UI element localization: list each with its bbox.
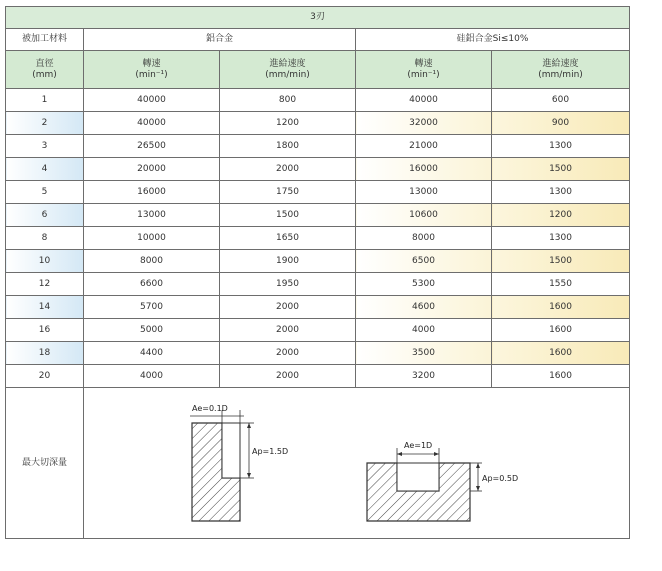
si-rpm-cell: 21000 [356, 135, 492, 158]
diameter-header [6, 51, 84, 89]
al-rpm-header-unit: (min⁻¹) [135, 69, 168, 80]
diameter-cell: 16 [6, 319, 84, 342]
table-row [6, 342, 630, 365]
slot-milling-diagram [367, 441, 518, 521]
silicon-aluminum-header: 硅鋁合金Si≤10% [356, 29, 630, 51]
al-rpm-cell: 26500 [84, 135, 220, 158]
table-row [6, 296, 630, 319]
si-rpm-header [356, 51, 492, 89]
si-feed-header-label: 進給速度 [542, 58, 579, 69]
si-feed-cell: 1500 [492, 158, 630, 181]
al-feed-cell: 1800 [220, 135, 356, 158]
si-feed-cell: 1600 [492, 296, 630, 319]
table-row [6, 181, 630, 204]
si-feed-cell: 600 [492, 89, 630, 112]
al-feed-cell: 1950 [220, 273, 356, 296]
si-rpm-cell: 32000 [356, 112, 492, 135]
slot-milling-cut [397, 463, 439, 491]
al-rpm-cell: 40000 [84, 89, 220, 112]
side-milling-diagram [190, 404, 288, 521]
al-feed-cell: 1750 [220, 181, 356, 204]
si-feed-cell: 1550 [492, 273, 630, 296]
si-rpm-cell: 3200 [356, 365, 492, 388]
si-rpm-cell: 5300 [356, 273, 492, 296]
al-rpm-cell: 5700 [84, 296, 220, 319]
table-row [6, 250, 630, 273]
al-feed-cell: 1900 [220, 250, 356, 273]
al-rpm-cell: 4400 [84, 342, 220, 365]
si-rpm-cell: 10600 [356, 204, 492, 227]
diameter-cell: 18 [6, 342, 84, 365]
al-feed-cell: 1500 [220, 204, 356, 227]
al-feed-cell: 2000 [220, 319, 356, 342]
diameter-cell: 10 [6, 250, 84, 273]
si-rpm-cell: 6500 [356, 250, 492, 273]
si-feed-cell: 1200 [492, 204, 630, 227]
material-label: 被加工材料 [6, 29, 84, 51]
si-rpm-cell: 3500 [356, 342, 492, 365]
table-row [6, 204, 630, 227]
al-rpm-cell: 40000 [84, 112, 220, 135]
al-rpm-cell: 10000 [84, 227, 220, 250]
si-rpm-header-unit: (min⁻¹) [407, 69, 440, 80]
diameter-cell: 3 [6, 135, 84, 158]
side-ap-arrow-top [247, 423, 251, 428]
si-rpm-header-label: 轉速 [414, 58, 433, 69]
diameter-cell: 2 [6, 112, 84, 135]
diameter-cell: 1 [6, 89, 84, 112]
side-milling-cut [222, 423, 240, 478]
si-feed-cell: 1600 [492, 342, 630, 365]
al-rpm-cell: 13000 [84, 204, 220, 227]
si-feed-cell: 1500 [492, 250, 630, 273]
al-feed-header-unit: (mm/min) [265, 69, 310, 80]
diameter-cell: 6 [6, 204, 84, 227]
al-rpm-cell: 4000 [84, 365, 220, 388]
diameter-cell: 8 [6, 227, 84, 250]
si-rpm-cell: 8000 [356, 227, 492, 250]
max-depth-label: 最大切深量 [6, 388, 84, 539]
si-feed-cell: 1600 [492, 365, 630, 388]
diameter-cell: 5 [6, 181, 84, 204]
al-rpm-header-label: 轉速 [142, 58, 161, 69]
table-row [6, 319, 630, 342]
cutting-parameters-table [5, 6, 630, 539]
table-row [6, 112, 630, 135]
si-rpm-cell: 40000 [356, 89, 492, 112]
diameter-cell: 12 [6, 273, 84, 296]
al-feed-cell: 1650 [220, 227, 356, 250]
si-feed-header [492, 51, 630, 89]
si-rpm-cell: 13000 [356, 181, 492, 204]
al-feed-header [220, 51, 356, 89]
table-row [6, 365, 630, 388]
slot-ap-label: Ap=0.5D [482, 474, 519, 483]
si-feed-cell: 1300 [492, 181, 630, 204]
al-feed-cell: 800 [220, 89, 356, 112]
al-feed-cell: 2000 [220, 365, 356, 388]
side-ae-label: Ae=0.1D [192, 404, 228, 413]
diameter-cell: 4 [6, 158, 84, 181]
aluminum-header: 鋁合金 [84, 29, 356, 51]
si-feed-cell: 1600 [492, 319, 630, 342]
flute-count-header: 3刃 [6, 7, 630, 29]
diameter-cell: 14 [6, 296, 84, 319]
al-feed-cell: 2000 [220, 296, 356, 319]
side-ap-arrow-bottom [247, 473, 251, 478]
diameter-header-label: 直徑 [35, 58, 54, 69]
si-rpm-cell: 4000 [356, 319, 492, 342]
table-row [6, 273, 630, 296]
si-feed-header-unit: (mm/min) [538, 69, 583, 80]
si-feed-cell: 900 [492, 112, 630, 135]
depth-diagrams [84, 388, 630, 538]
al-feed-cell: 1200 [220, 112, 356, 135]
table-row [6, 135, 630, 158]
al-rpm-cell: 5000 [84, 319, 220, 342]
al-rpm-header [84, 51, 220, 89]
si-rpm-cell: 4600 [356, 296, 492, 319]
slot-ae-arrow-right [434, 452, 439, 456]
al-rpm-cell: 6600 [84, 273, 220, 296]
al-rpm-cell: 20000 [84, 158, 220, 181]
depth-diagram-cell [84, 388, 630, 539]
si-feed-cell: 1300 [492, 135, 630, 158]
al-rpm-cell: 8000 [84, 250, 220, 273]
diameter-cell: 20 [6, 365, 84, 388]
slot-ae-arrow-left [397, 452, 402, 456]
slot-ap-arrow-bottom [476, 486, 480, 491]
al-feed-cell: 2000 [220, 342, 356, 365]
al-feed-header-label: 進給速度 [269, 58, 306, 69]
si-rpm-cell: 16000 [356, 158, 492, 181]
al-feed-cell: 2000 [220, 158, 356, 181]
al-rpm-cell: 16000 [84, 181, 220, 204]
side-ap-label: Ap=1.5D [252, 447, 289, 456]
table-row [6, 227, 630, 250]
diameter-header-unit: (mm) [32, 69, 57, 80]
table-row [6, 89, 630, 112]
slot-ae-label: Ae=1D [404, 441, 433, 450]
si-feed-cell: 1300 [492, 227, 630, 250]
slot-ap-arrow-top [476, 463, 480, 468]
table-row [6, 158, 630, 181]
